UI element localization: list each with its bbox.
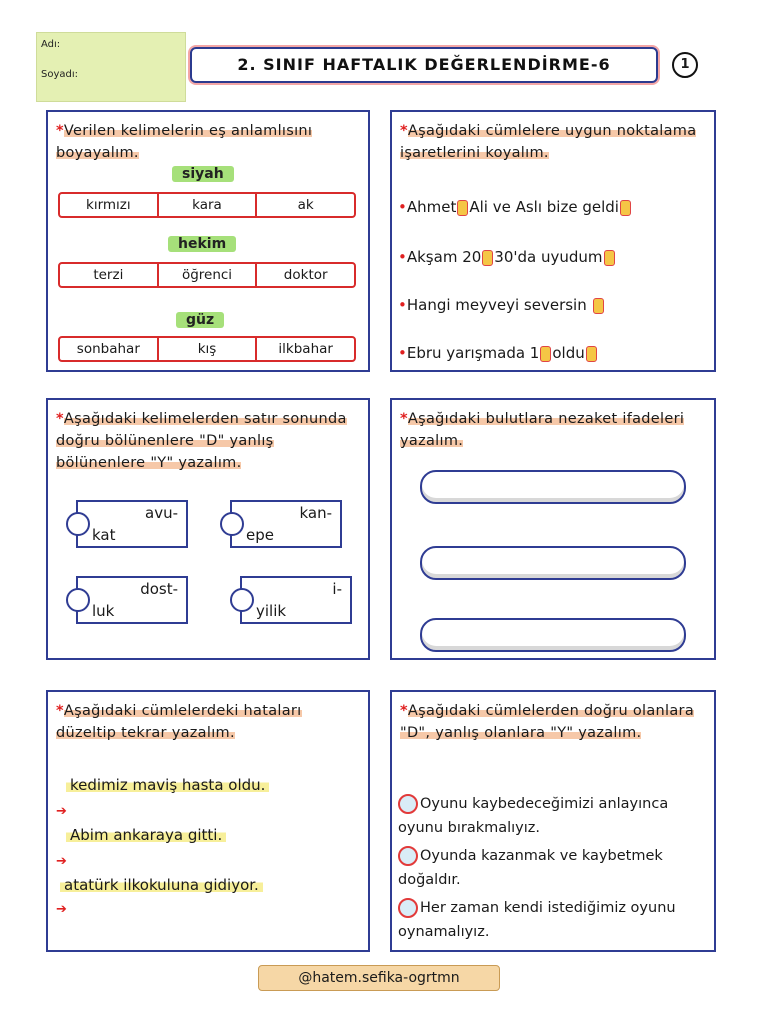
punctuation-sentence: •Ahmet Ali ve Aslı bize geldi — [398, 198, 632, 216]
answer-circle[interactable] — [230, 588, 254, 612]
star-icon: * — [400, 123, 408, 139]
answer-circle[interactable] — [398, 846, 418, 866]
blank-mark[interactable] — [540, 346, 551, 362]
truefalse-instruction: *Aşağıdaki cümlelerden doğru olanlara "D", yanlış olanlara "Y" yazalım. — [400, 703, 694, 741]
option-word[interactable]: kırmızı — [60, 194, 159, 216]
punctuation-sentence: •Hangi meyveyi seversin — [398, 296, 605, 314]
answer-circle[interactable] — [66, 512, 90, 536]
wrong-sentence: atatürk ilkokuluna gidiyor. — [60, 876, 263, 894]
blank-mark[interactable] — [586, 346, 597, 362]
option-word[interactable]: sonbahar — [60, 338, 159, 360]
arrow-icon: ➔ — [56, 854, 67, 869]
synonym-instruction: *Verilen kelimelerin eş anlamlısını boyayalım. — [56, 123, 313, 161]
answer-circle[interactable] — [220, 512, 244, 536]
option-word[interactable]: ak — [297, 197, 314, 213]
option-word[interactable]: terzi — [60, 264, 159, 286]
correction-instruction: *Aşağıdaki cümlelerdeki hataları düzeltip tekrar yazalım. — [56, 703, 302, 741]
star-icon: * — [400, 411, 408, 427]
hyphen-card: kan- epe — [230, 500, 342, 548]
punctuation-panel — [390, 110, 716, 372]
option-word[interactable]: kara — [159, 194, 258, 216]
cloud-instruction: *Aşağıdaki bulutlara nezaket ifadeleri yazalım. — [400, 411, 685, 449]
bullet-icon: • — [398, 198, 407, 216]
name-box — [36, 32, 186, 102]
name-label: Adı: — [41, 39, 61, 50]
star-icon: * — [56, 123, 64, 139]
blank-mark[interactable] — [604, 250, 615, 266]
blank-mark[interactable] — [482, 250, 493, 266]
star-icon: * — [56, 411, 64, 427]
wrong-sentence: Abim ankaraya gitti. — [66, 826, 226, 844]
synonym-panel — [46, 110, 370, 372]
hyphen-card: avu- kat — [76, 500, 188, 548]
punctuation-sentence: •Akşam 20 30'da uyudum — [398, 248, 616, 266]
arrow-icon: ➔ — [56, 902, 67, 917]
page-title: 2. SINIF HAFTALIK DEĞERLENDİRME-6 — [190, 47, 658, 83]
option-row — [58, 262, 356, 288]
star-icon: * — [56, 703, 64, 719]
truefalse-sentence: Oyunu kaybedeceğimizi anlayınca oyunu bırakmalıyız. — [398, 796, 669, 836]
star-icon: * — [400, 703, 408, 719]
option-row — [58, 192, 356, 218]
correction-panel — [46, 690, 370, 952]
author-handle: @hatem.sefika-ogrtmn — [258, 965, 500, 991]
hyphen-card: i- yilik — [240, 576, 352, 624]
truefalse-sentence: Her zaman kendi istediğimiz oyunu oynamalıyız. — [398, 900, 676, 940]
answer-circle[interactable] — [398, 794, 418, 814]
hyphenation-instruction: *Aşağıdaki kelimelerden satır sonunda doğru bölünenlere "D" yanlış bölünenlere "Y" yazalım. — [56, 411, 347, 471]
blank-mark[interactable] — [620, 200, 631, 216]
target-word: siyah — [172, 166, 234, 182]
target-word: hekim — [168, 236, 236, 252]
punctuation-instruction: *Aşağıdaki cümlelere uygun noktalama işaretlerini koyalım. — [400, 123, 697, 161]
option-word[interactable]: ilkbahar — [278, 341, 333, 357]
cloud-answer-box[interactable] — [420, 470, 686, 504]
hyphenation-panel — [46, 398, 370, 660]
answer-circle[interactable] — [66, 588, 90, 612]
blank-mark[interactable] — [457, 200, 468, 216]
wrong-sentence: kedimiz maviş hasta oldu. — [66, 776, 269, 794]
hyphen-card: dost- luk — [76, 576, 188, 624]
option-word[interactable]: doktor — [283, 267, 328, 283]
arrow-icon: ➔ — [56, 804, 67, 819]
punctuation-sentence: •Ebru yarışmada 1 oldu — [398, 344, 598, 362]
bullet-icon: • — [398, 296, 407, 314]
truefalse-sentence: Oyunda kazanmak ve kaybetmek doğaldır. — [398, 848, 663, 888]
truefalse-panel — [390, 690, 716, 952]
option-word[interactable]: kış — [159, 338, 258, 360]
bullet-icon: • — [398, 344, 407, 362]
cloud-answer-box[interactable] — [420, 546, 686, 580]
blank-mark[interactable] — [593, 298, 604, 314]
bullet-icon: • — [398, 248, 407, 266]
page-number: 1 — [672, 52, 698, 78]
target-word: güz — [176, 312, 224, 328]
option-row — [58, 336, 356, 362]
surname-label: Soyadı: — [41, 69, 79, 80]
cloud-answer-box[interactable] — [420, 618, 686, 652]
cloud-panel — [390, 398, 716, 660]
answer-circle[interactable] — [398, 898, 418, 918]
option-word[interactable]: öğrenci — [159, 264, 258, 286]
